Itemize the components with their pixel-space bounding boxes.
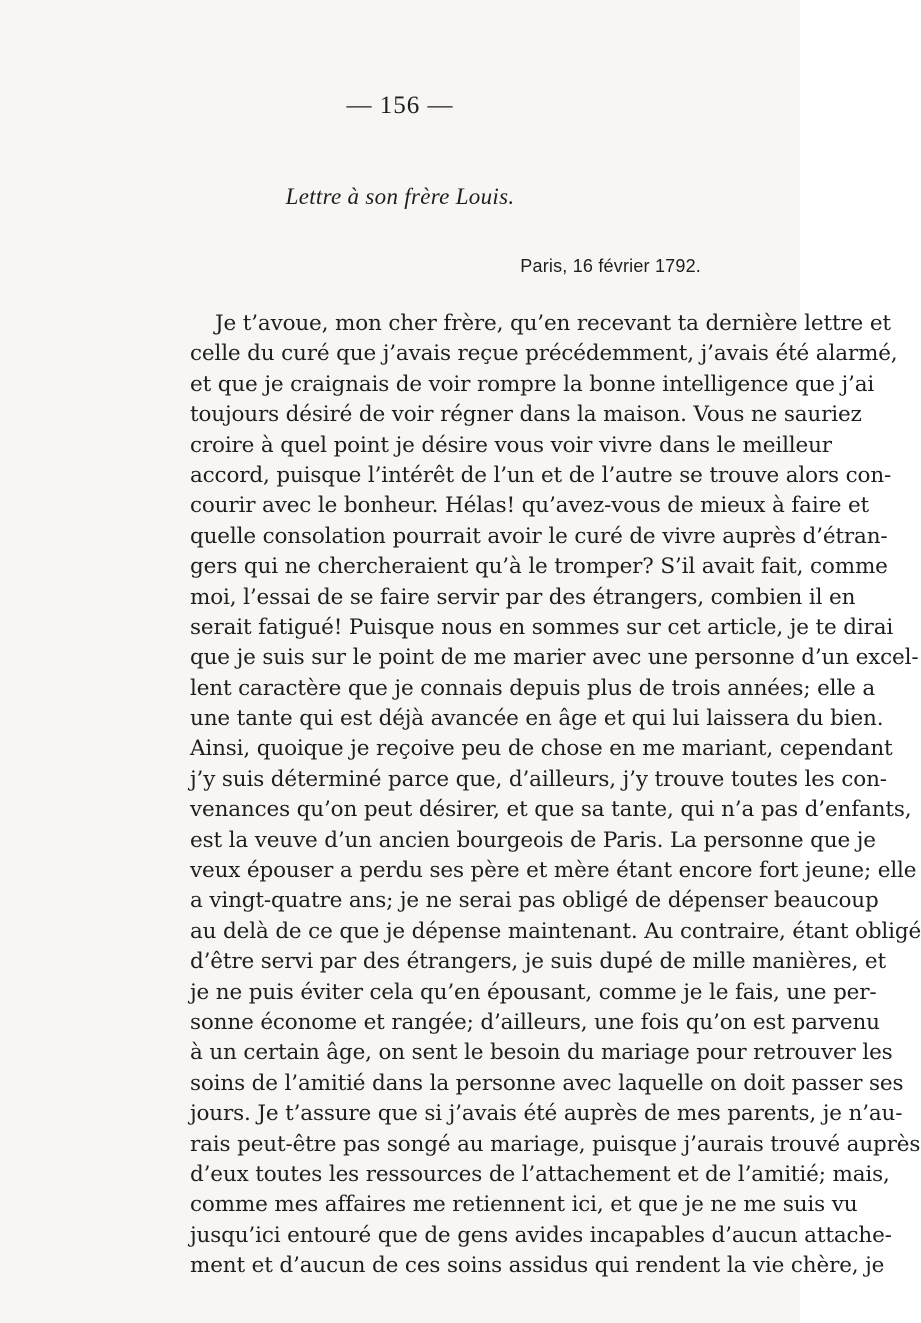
page-number: — 156 — — [346, 92, 454, 119]
letter-body — [190, 309, 921, 1282]
text-line: lent caractère que je connais depuis plus de trois années; elle a — [190, 675, 876, 701]
text-line: jusqu’ici entouré que de gens avides incapables d’aucun attache- — [190, 1222, 892, 1248]
text-line: moi, l’essai de se faire servir par des étrangers, combien il en — [190, 584, 856, 610]
text-line: celle du curé que j’avais reçue précédemment, j’avais été alarmé, — [190, 341, 898, 367]
text-line: courir avec le bonheur. Hélas! qu’avez-vous de mieux à faire et — [190, 493, 870, 519]
text-line: jours. Je t’assure que si j’avais été auprès de mes parents, je n’au- — [190, 1101, 903, 1127]
text-line: Ainsi, quoique je reçoive peu de chose en me mariant, cependant — [190, 736, 893, 762]
text-line: une tante qui est déjà avancée en âge et qui lui laissera du bien. — [190, 706, 884, 732]
text-line: accord, puisque l’intérêt de l’un et de l’autre se trouve alors con- — [190, 462, 892, 488]
text-line: je ne puis éviter cela qu’en épousant, comme je le fais, une per- — [190, 979, 877, 1005]
text-line: soins de l’amitié dans la personne avec laquelle on doit passer ses — [190, 1070, 904, 1096]
text-line: que je suis sur le point de me marier avec une personne d’un excel- — [190, 645, 919, 671]
text-line: d’eux toutes les ressources de l’attachement et de l’amitié; mais, — [190, 1161, 890, 1187]
text-line: est la veuve d’un ancien bourgeois de Paris. La personne que je — [190, 827, 876, 853]
text-line: venances qu’on peut désirer, et que sa tante, qui n’a pas d’enfants, — [190, 797, 912, 823]
text-line: ment et d’aucun de ces soins assidus qui rendent la vie chère, je — [190, 1253, 885, 1279]
text-line: serait fatigué! Puisque nous en sommes sur cet article, je te dirai — [190, 614, 894, 640]
text-line: rais peut-être pas songé au mariage, puisque j’aurais trouvé auprès — [190, 1131, 921, 1157]
text-line: toujours désiré de voir régner dans la maison. Vous ne sauriez — [190, 402, 862, 428]
text-line: sonne économe et rangée; d’ailleurs, une fois qu’on est parvenu — [190, 1009, 880, 1035]
text-line: a vingt-quatre ans; je ne serai pas obligé de dépenser beaucoup — [190, 888, 879, 914]
letter-title: Lettre à son frère Louis. — [285, 184, 515, 209]
text-line: Je t’avoue, mon cher frère, qu’en recevant ta dernière lettre et — [215, 311, 891, 336]
text-line: j’y suis déterminé parce que, d’ailleurs, j’y trouve toutes les con- — [190, 766, 887, 792]
dateline: Paris, 16 février 1792. — [520, 256, 701, 276]
text-line: comme mes affaires me retiennent ici, et que je ne me suis vu — [190, 1192, 858, 1218]
text-line: croire à quel point je désire vous voir vivre dans le meilleur — [190, 432, 832, 458]
text-line: gers qui ne chercheraient qu’à le tromper? S’il avait fait, comme — [190, 554, 888, 580]
text-line: quelle consolation pourrait avoir le curé de vivre auprès d’étran- — [190, 523, 888, 549]
text-line: d’être servi par des étrangers, je suis dupé de mille manières, et — [190, 949, 886, 975]
text-line: et que je craignais de voir rompre la bonne intelligence que j’ai — [190, 371, 875, 397]
text-line: à un certain âge, on sent le besoin du mariage pour retrouver les — [190, 1040, 893, 1066]
text-line: au delà de ce que je dépense maintenant. Au contraire, étant obligé — [190, 918, 921, 944]
text-line: veux épouser a perdu ses père et mère étant encore fort jeune; elle — [190, 858, 917, 884]
